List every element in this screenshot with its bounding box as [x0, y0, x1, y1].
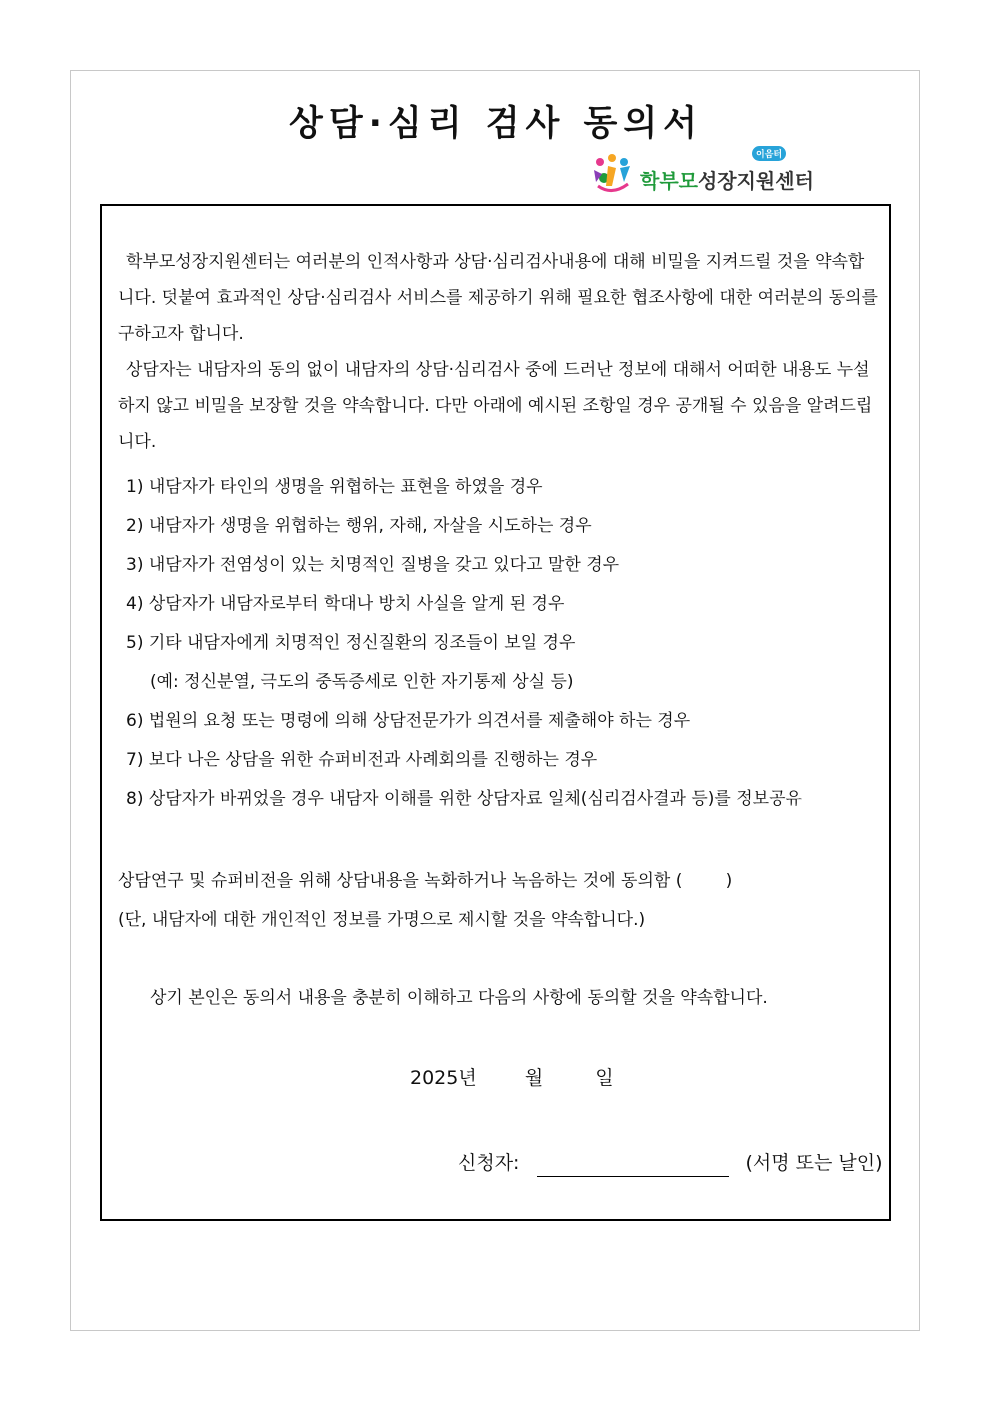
signature-label: 신청자:: [458, 1152, 520, 1174]
list-item: 1) 내담자가 타인의 생명을 위협하는 표현을 하였을 경우: [126, 477, 543, 497]
signature-line[interactable]: [537, 1150, 729, 1177]
agreement-statement: 상기 본인은 동의서 내용을 충분히 이해하고 다음의 사항에 동의할 것을 약속합니다.: [150, 988, 768, 1008]
date-year: 2025년: [410, 1067, 477, 1089]
list-item-example: (예: 정신분열, 극도의 중독증세로 인한 자기통제 상실 등): [150, 672, 574, 692]
list-item: 8) 상담자가 바뀌었을 경우 내담자 이해를 위한 상담자료 일체(심리검사결과 등)를 정보공유: [126, 789, 802, 809]
list-item: 2) 내담자가 생명을 위협하는 행위, 자해, 자살을 시도하는 경우: [126, 516, 592, 536]
recording-note: (단, 내담자에 대한 개인적인 정보를 가명으로 제시할 것을 약속합니다.): [118, 910, 646, 930]
date-field[interactable]: [410, 1060, 614, 1096]
date-month: 월: [524, 1067, 544, 1089]
logo-text-center: 성장지원센터: [697, 169, 814, 193]
list-item: 7) 보다 나은 상담을 위한 슈퍼비전과 사례회의를 진행하는 경우: [126, 750, 598, 770]
signature-row: [458, 1145, 883, 1181]
list-item: 3) 내담자가 전염성이 있는 치명적인 질병을 갖고 있다고 말한 경우: [126, 555, 620, 575]
confidentiality-paragraph: 상담자는 내담자의 동의 없이 내담자의 상담·심리검사 중에 드러난 정보에 대해서 어떠한 내용도 누설하지 않고 비밀을 보장할 것을 약속합니다. 다만 아래에 예시된 조항일 경우 공개될 수 있음을 알려드립니다.: [118, 360, 873, 452]
list-item: 6) 법원의 요청 또는 명령에 의해 상담전문가가 의견서를 제출해야 하는 경우: [126, 711, 691, 731]
logo-text-parents: 학부모: [640, 169, 698, 193]
document-title: 상담·심리 검사 동의서: [289, 104, 703, 144]
signature-suffix: (서명 또는 날인): [745, 1152, 883, 1174]
exception-list: [126, 468, 802, 819]
date-day: 일: [595, 1067, 614, 1089]
recording-consent-checkbox[interactable]: 상담연구 및 슈퍼비전을 위해 상담내용을 녹화하거나 녹음하는 것에 동의함 ( ): [118, 871, 733, 891]
list-item: 5) 기타 내담자에게 치명적인 정신질환의 징조들이 보일 경우: [126, 633, 576, 653]
recording-section: [118, 862, 732, 940]
center-logo: [590, 152, 814, 196]
list-item: 4) 상담자가 내담자로부터 학대나 방치 사실을 알게 된 경우: [126, 594, 565, 614]
logo-badge: 이음터: [752, 146, 786, 161]
intro-paragraph: 학부모성장지원센터는 여러분의 인적사항과 상담·심리검사내용에 대해 비밀을 지켜드릴 것을 약속합니다. 덧붙여 효과적인 상담·심리검사 서비스를 제공하기 위해 필요한 협조사항에 대한 여러분의 동의를 구하고자 합니다.: [118, 252, 878, 344]
people-logo-icon: [590, 152, 636, 196]
